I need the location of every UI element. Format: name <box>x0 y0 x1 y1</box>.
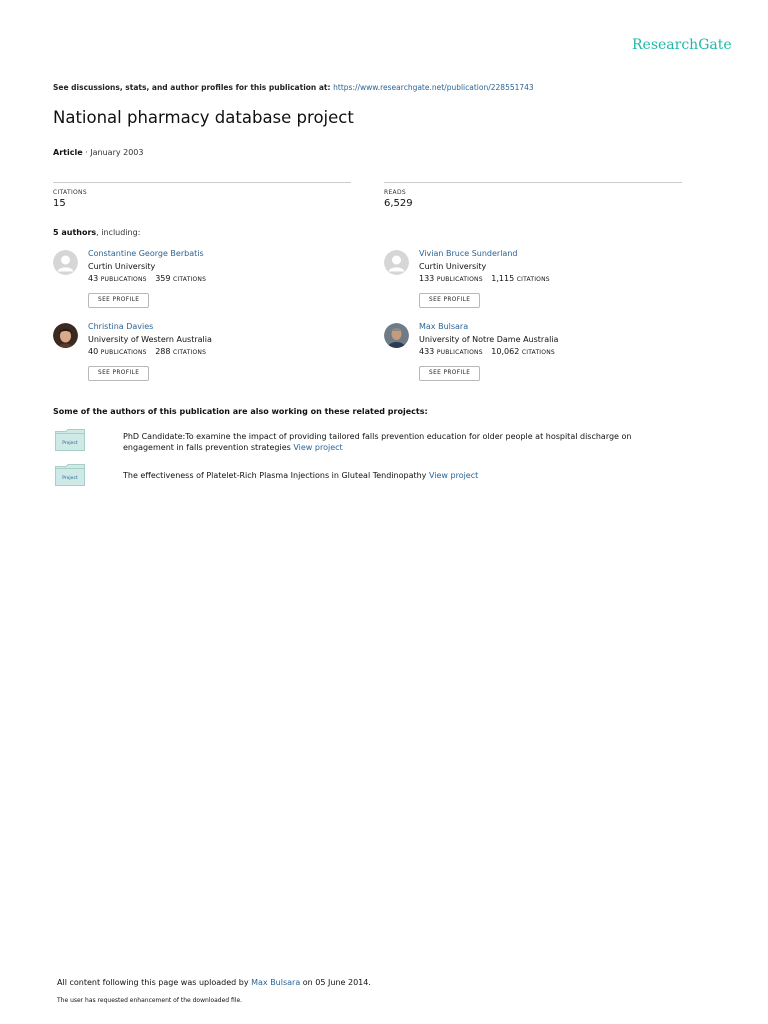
citations-label: CITATIONS <box>173 349 207 356</box>
see-profile-button[interactable]: SEE PROFILE <box>88 293 149 308</box>
see-profile-button[interactable]: SEE PROFILE <box>419 293 480 308</box>
article-meta <box>53 148 144 157</box>
author-stats <box>88 273 358 286</box>
citations-value: 15 <box>53 198 66 209</box>
author-institution: Curtin University <box>419 262 487 271</box>
citations-count: 1,115 <box>491 274 515 283</box>
reads-value: 6,529 <box>384 198 413 209</box>
project-title: The effectiveness of Platelet-Rich Plasma Injections in Gluteal Tendinopathy <box>123 471 427 480</box>
publication-url-link[interactable]: https://www.researchgate.net/publication/228551743 <box>333 83 534 92</box>
view-project-link[interactable]: View project <box>428 471 479 480</box>
see-profile-button[interactable]: SEE PROFILE <box>88 366 149 381</box>
discussion-text: See discussions, stats, and author profiles for this publication at: <box>53 83 331 92</box>
citations-count: 10,062 <box>491 347 520 356</box>
project-description <box>123 470 683 481</box>
default-avatar-icon[interactable] <box>384 250 409 275</box>
view-project-link[interactable]: View project <box>293 443 343 452</box>
article-type: Article <box>53 148 83 157</box>
enhancement-note: The user has requested enhancement of the downloaded file. <box>57 997 243 1004</box>
project-description <box>123 431 683 453</box>
publications-label: PUBLICATIONS <box>436 276 483 283</box>
photo-avatar[interactable] <box>384 323 409 348</box>
author-stats <box>419 273 689 286</box>
citations-label: CITATIONS <box>521 349 555 356</box>
reads-stat <box>384 182 682 209</box>
related-projects-heading: Some of the authors of this publication are also working on these related projects: <box>53 407 428 416</box>
publications-count: 433 <box>419 347 435 356</box>
citations-label: CITATIONS <box>53 189 87 196</box>
photo-avatar[interactable] <box>53 323 78 348</box>
author-institution: Curtin University <box>88 262 156 271</box>
upload-prefix: All content following this page was uploaded by <box>57 978 249 987</box>
author-name-link[interactable]: Constantine George Berbatis <box>88 249 204 258</box>
citations-stat <box>53 182 351 209</box>
publications-count: 43 <box>88 274 99 283</box>
citations-count: 288 <box>155 347 171 356</box>
author-stats <box>88 346 358 359</box>
author-stats <box>419 346 689 359</box>
author-name-link[interactable]: Max Bulsara <box>419 322 469 331</box>
authors-heading-suffix: , including: <box>96 228 141 237</box>
project-folder-icon <box>55 429 85 451</box>
publications-label: PUBLICATIONS <box>100 276 147 283</box>
citations-count: 359 <box>155 274 171 283</box>
publications-count: 133 <box>419 274 435 283</box>
project-title: PhD Candidate:To examine the impact of providing tailored falls prevention education for older people at hospital discharge on engagement in falls prevention strategies <box>123 432 632 452</box>
citations-label: CITATIONS <box>173 276 207 283</box>
upload-suffix: on 05 June 2014. <box>302 978 371 987</box>
publications-label: PUBLICATIONS <box>436 349 483 356</box>
see-profile-button[interactable]: SEE PROFILE <box>419 366 480 381</box>
discussion-line <box>53 83 534 92</box>
author-name-link[interactable]: Christina Davies <box>88 322 154 331</box>
citations-label: CITATIONS <box>516 276 550 283</box>
author-institution: University of Western Australia <box>88 335 212 344</box>
reads-label: READS <box>384 189 406 196</box>
project-folder-label: Project <box>62 476 78 481</box>
publications-count: 40 <box>88 347 99 356</box>
authors-count: 5 authors <box>53 228 97 237</box>
author-name-link[interactable]: Vivian Bruce Sunderland <box>419 249 518 258</box>
author-institution: University of Notre Dame Australia <box>419 335 559 344</box>
project-folder-label: Project <box>62 441 78 446</box>
uploader-link[interactable]: Max Bulsara <box>251 978 301 987</box>
publications-label: PUBLICATIONS <box>100 349 147 356</box>
researchgate-logo[interactable]: ResearchGate <box>632 37 732 53</box>
authors-heading <box>53 228 140 237</box>
default-avatar-icon[interactable] <box>53 250 78 275</box>
article-title: National pharmacy database project <box>53 108 354 127</box>
upload-notice <box>57 978 371 987</box>
article-date: · January 2003 <box>85 148 144 157</box>
project-folder-icon <box>55 464 85 486</box>
